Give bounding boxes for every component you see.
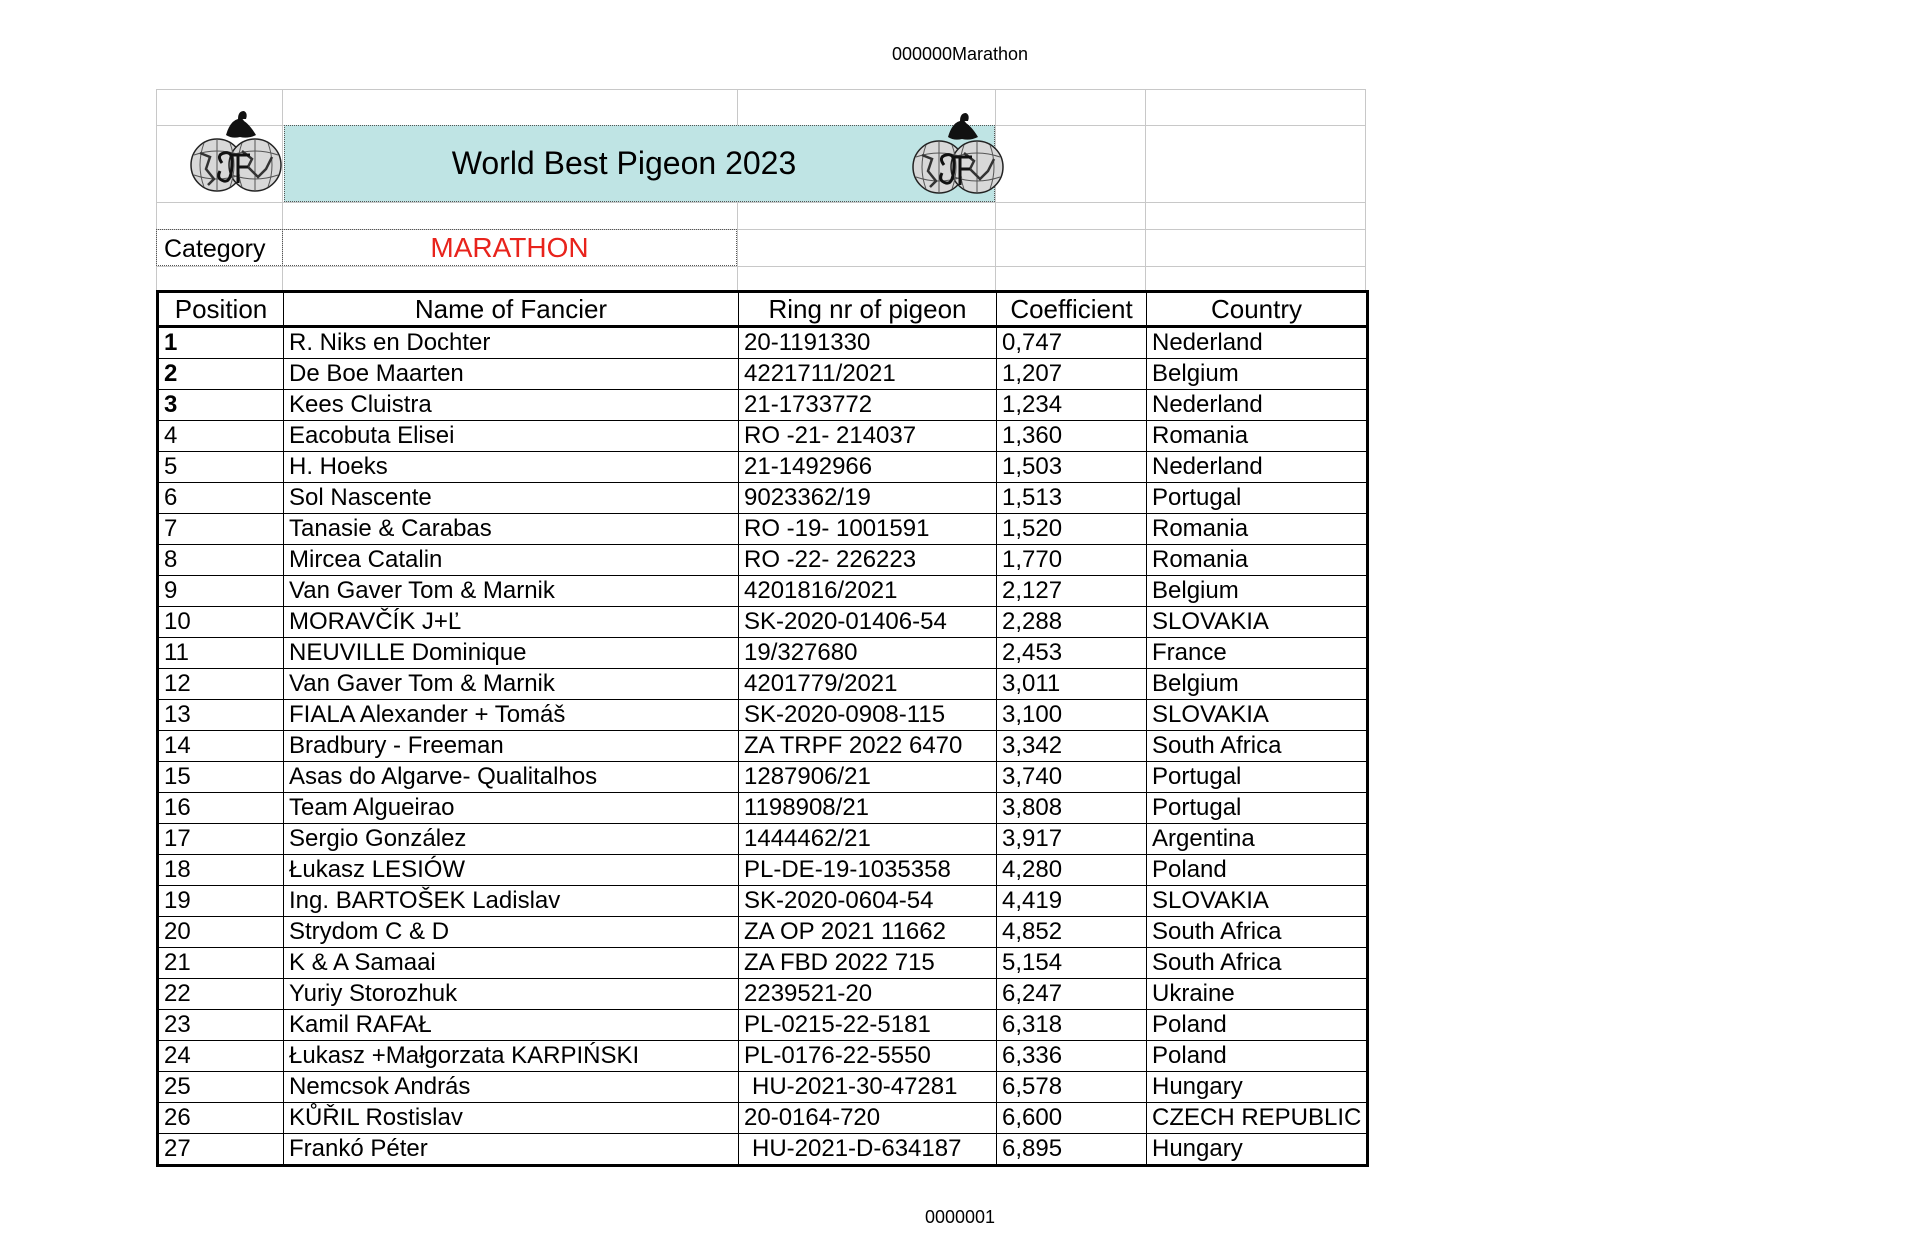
cell-position: 20 — [158, 917, 284, 948]
cell-position: 21 — [158, 948, 284, 979]
cell-country: Argentina — [1147, 824, 1368, 855]
cell-ring-number: 1444462/21 — [739, 824, 997, 855]
cell-position: 13 — [158, 700, 284, 731]
table-row — [158, 917, 1368, 948]
cell-ring-number: 9023362/19 — [739, 483, 997, 514]
cell-fancier-name: Kees Cluistra — [284, 390, 739, 421]
cell-position: 22 — [158, 979, 284, 1010]
cell-position: 11 — [158, 638, 284, 669]
table-row — [158, 1041, 1368, 1072]
grid-line — [156, 202, 1366, 203]
grid-line — [156, 89, 1366, 90]
category-value: MARATHON — [430, 232, 589, 263]
cell-country: SLOVAKIA — [1147, 607, 1368, 638]
cell-country: Nederland — [1147, 327, 1368, 359]
cell-fancier-name: Yuriy Storozhuk — [284, 979, 739, 1010]
table-row — [158, 700, 1368, 731]
table-row — [158, 576, 1368, 607]
cell-ring-number: ZA OP 2021 11662 — [739, 917, 997, 948]
cell-ring-number: 4201779/2021 — [739, 669, 997, 700]
cell-ring-number: 1198908/21 — [739, 793, 997, 824]
cell-position: 19 — [158, 886, 284, 917]
cell-ring-number: 1287906/21 — [739, 762, 997, 793]
table-row — [158, 514, 1368, 545]
cell-ring-number: HU-2021-30-47281 — [739, 1072, 997, 1103]
cell-ring-number: SK-2020-0604-54 — [739, 886, 997, 917]
column-header-ring: Ring nr of pigeon — [739, 292, 997, 327]
cell-fancier-name: Łukasz +Małgorzata KARPIŃSKI — [284, 1041, 739, 1072]
cell-country: Hungary — [1147, 1072, 1368, 1103]
category-label: Category — [164, 235, 266, 263]
cell-coefficient: 6,895 — [997, 1134, 1147, 1166]
cell-ring-number: PL-DE-19-1035358 — [739, 855, 997, 886]
cell-ring-number: 20-0164-720 — [739, 1103, 997, 1134]
cell-country: Romania — [1147, 545, 1368, 576]
cell-ring-number: 19/327680 — [739, 638, 997, 669]
cell-position: 4 — [158, 421, 284, 452]
cell-country: Nederland — [1147, 390, 1368, 421]
cell-coefficient: 1,234 — [997, 390, 1147, 421]
cell-coefficient: 5,154 — [997, 948, 1147, 979]
cell-position: 12 — [158, 669, 284, 700]
cell-fancier-name: Nemcsok András — [284, 1072, 739, 1103]
column-header-country: Country — [1147, 292, 1368, 327]
cell-fancier-name: FIALA Alexander + Tomáš — [284, 700, 739, 731]
cell-coefficient: 6,336 — [997, 1041, 1147, 1072]
cell-position: 3 — [158, 390, 284, 421]
page-title: World Best Pigeon 2023 — [451, 145, 797, 181]
cell-ring-number: ZA FBD 2022 715 — [739, 948, 997, 979]
cell-fancier-name: Bradbury - Freeman — [284, 731, 739, 762]
cell-coefficient: 1,770 — [997, 545, 1147, 576]
cell-country: Ukraine — [1147, 979, 1368, 1010]
cell-coefficient: 2,127 — [997, 576, 1147, 607]
cell-fancier-name: R. Niks en Dochter — [284, 327, 739, 359]
cell-country: South Africa — [1147, 731, 1368, 762]
cell-fancier-name: NEUVILLE Dominique — [284, 638, 739, 669]
cell-country: SLOVAKIA — [1147, 886, 1368, 917]
table-row — [158, 421, 1368, 452]
cell-position: 10 — [158, 607, 284, 638]
cell-ring-number: RO -21- 214037 — [739, 421, 997, 452]
cell-fancier-name: Eacobuta Elisei — [284, 421, 739, 452]
table-row — [158, 545, 1368, 576]
table-row — [158, 452, 1368, 483]
cell-fancier-name: Łukasz LESIÓW — [284, 855, 739, 886]
cell-coefficient: 3,917 — [997, 824, 1147, 855]
cell-fancier-name: Tanasie & Carabas — [284, 514, 739, 545]
cell-country: South Africa — [1147, 917, 1368, 948]
cell-country: France — [1147, 638, 1368, 669]
cell-country: CZECH REPUBLIC — [1147, 1103, 1368, 1134]
cell-country: Poland — [1147, 855, 1368, 886]
cell-fancier-name: Van Gaver Tom & Marnik — [284, 669, 739, 700]
cell-position: 1 — [158, 327, 284, 359]
table-row — [158, 793, 1368, 824]
table-row — [158, 1072, 1368, 1103]
cell-coefficient: 2,453 — [997, 638, 1147, 669]
cell-position: 15 — [158, 762, 284, 793]
cell-position: 18 — [158, 855, 284, 886]
cell-coefficient: 1,503 — [997, 452, 1147, 483]
cell-position: 14 — [158, 731, 284, 762]
page-header: 000000Marathon — [891, 44, 1029, 64]
cell-position: 16 — [158, 793, 284, 824]
cell-ring-number: SK-2020-0908-115 — [739, 700, 997, 731]
cell-country: Portugal — [1147, 483, 1368, 514]
grid-line — [156, 266, 1366, 267]
cell-fancier-name: Kamil RAFAŁ — [284, 1010, 739, 1041]
cell-coefficient: 1,207 — [997, 359, 1147, 390]
cell-fancier-name: H. Hoeks — [284, 452, 739, 483]
cell-country: Romania — [1147, 514, 1368, 545]
page-footer: 0000001 — [924, 1207, 996, 1227]
cell-coefficient: 1,360 — [997, 421, 1147, 452]
cell-ring-number: RO -19- 1001591 — [739, 514, 997, 545]
spreadsheet-sheet — [156, 89, 1366, 1167]
cell-country: South Africa — [1147, 948, 1368, 979]
cell-fancier-name: De Boe Maarten — [284, 359, 739, 390]
table-header-row — [158, 292, 1368, 327]
cell-position: 24 — [158, 1041, 284, 1072]
cell-position: 5 — [158, 452, 284, 483]
table-row — [158, 824, 1368, 855]
cell-coefficient: 3,740 — [997, 762, 1147, 793]
column-header-position: Position — [158, 292, 284, 327]
cell-ring-number: ZA TRPF 2022 6470 — [739, 731, 997, 762]
cell-position: 7 — [158, 514, 284, 545]
grid-line — [1365, 89, 1366, 290]
cell-country: Poland — [1147, 1010, 1368, 1041]
results-table — [156, 290, 1369, 1167]
cell-position: 6 — [158, 483, 284, 514]
cell-country: Belgium — [1147, 576, 1368, 607]
table-row — [158, 731, 1368, 762]
cell-ring-number: 20-1191330 — [739, 327, 997, 359]
cell-fancier-name: Frankó Péter — [284, 1134, 739, 1166]
cell-coefficient: 4,852 — [997, 917, 1147, 948]
cell-ring-number: 4221711/2021 — [739, 359, 997, 390]
cell-country: Nederland — [1147, 452, 1368, 483]
cell-country: Romania — [1147, 421, 1368, 452]
cell-position: 8 — [158, 545, 284, 576]
cell-position: 23 — [158, 1010, 284, 1041]
table-row — [158, 762, 1368, 793]
cell-coefficient: 3,808 — [997, 793, 1147, 824]
cell-position: 2 — [158, 359, 284, 390]
cell-coefficient: 6,318 — [997, 1010, 1147, 1041]
cell-coefficient: 2,288 — [997, 607, 1147, 638]
cell-fancier-name: Sergio González — [284, 824, 739, 855]
cell-ring-number: HU-2021-D-634187 — [739, 1134, 997, 1166]
cell-ring-number: 4201816/2021 — [739, 576, 997, 607]
table-row — [158, 1103, 1368, 1134]
cell-fancier-name: Team Algueirao — [284, 793, 739, 824]
table-row — [158, 359, 1368, 390]
table-row — [158, 886, 1368, 917]
cell-country: Belgium — [1147, 359, 1368, 390]
cell-position: 17 — [158, 824, 284, 855]
cell-coefficient: 6,578 — [997, 1072, 1147, 1103]
cell-fancier-name: KŮŘIL Rostislav — [284, 1103, 739, 1134]
table-row — [158, 607, 1368, 638]
cell-country: Portugal — [1147, 793, 1368, 824]
cell-fancier-name: Asas do Algarve- Qualitalhos — [284, 762, 739, 793]
cell-coefficient: 1,513 — [997, 483, 1147, 514]
table-row — [158, 1010, 1368, 1041]
cell-fancier-name: Van Gaver Tom & Marnik — [284, 576, 739, 607]
table-row — [158, 1134, 1368, 1166]
fci-logo-left — [186, 93, 286, 197]
cell-fancier-name: Strydom C & D — [284, 917, 739, 948]
cell-fancier-name: Mircea Catalin — [284, 545, 739, 576]
cell-country: Hungary — [1147, 1134, 1368, 1166]
cell-ring-number: RO -22- 226223 — [739, 545, 997, 576]
table-row — [158, 948, 1368, 979]
cell-coefficient: 1,520 — [997, 514, 1147, 545]
cell-ring-number: PL-0215-22-5181 — [739, 1010, 997, 1041]
cell-coefficient: 4,419 — [997, 886, 1147, 917]
cell-ring-number: 21-1492966 — [739, 452, 997, 483]
cell-coefficient: 0,747 — [997, 327, 1147, 359]
cell-country: Belgium — [1147, 669, 1368, 700]
cell-ring-number: PL-0176-22-5550 — [739, 1041, 997, 1072]
table-row — [158, 638, 1368, 669]
column-header-coefficient: Coefficient — [997, 292, 1147, 327]
cell-coefficient: 3,011 — [997, 669, 1147, 700]
table-row — [158, 483, 1368, 514]
cell-coefficient: 4,280 — [997, 855, 1147, 886]
table-row — [158, 669, 1368, 700]
cell-fancier-name: Sol Nascente — [284, 483, 739, 514]
cell-ring-number: SK-2020-01406-54 — [739, 607, 997, 638]
cell-position: 26 — [158, 1103, 284, 1134]
cell-position: 9 — [158, 576, 284, 607]
cell-ring-number: 21-1733772 — [739, 390, 997, 421]
cell-coefficient: 3,100 — [997, 700, 1147, 731]
table-row — [158, 855, 1368, 886]
grid-line — [1145, 89, 1146, 290]
cell-coefficient: 6,247 — [997, 979, 1147, 1010]
cell-country: Portugal — [1147, 762, 1368, 793]
table-row — [158, 979, 1368, 1010]
cell-country: SLOVAKIA — [1147, 700, 1368, 731]
table-row — [158, 327, 1368, 359]
table-row — [158, 390, 1368, 421]
cell-ring-number: 2239521-20 — [739, 979, 997, 1010]
cell-fancier-name: K & A Samaai — [284, 948, 739, 979]
cell-country: Poland — [1147, 1041, 1368, 1072]
cell-coefficient: 6,600 — [997, 1103, 1147, 1134]
cell-position: 25 — [158, 1072, 284, 1103]
cell-fancier-name: MORAVČÍK J+Ľ — [284, 607, 739, 638]
fci-logo-right — [908, 95, 1008, 199]
column-header-name: Name of Fancier — [284, 292, 739, 327]
cell-fancier-name: Ing. BARTOŠEK Ladislav — [284, 886, 739, 917]
cell-coefficient: 3,342 — [997, 731, 1147, 762]
cell-position: 27 — [158, 1134, 284, 1166]
